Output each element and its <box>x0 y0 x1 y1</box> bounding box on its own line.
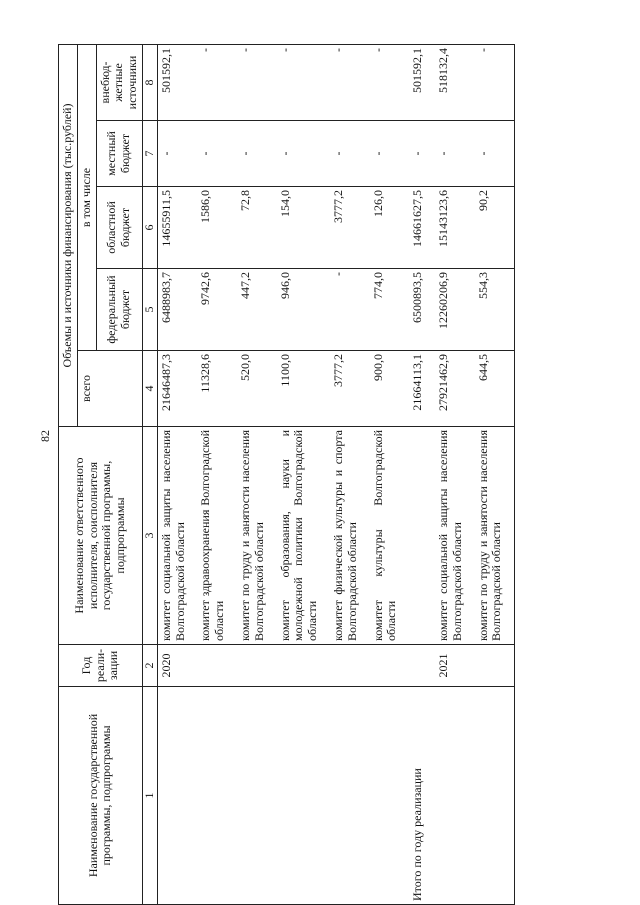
row-program-cell <box>435 687 475 905</box>
row-executor-cell <box>409 427 435 645</box>
row-local-cell: - <box>435 121 475 187</box>
row-total-cell: 11328,6 <box>197 351 237 427</box>
page-number: 82 <box>38 430 52 442</box>
row-offbudget-cell: - <box>330 44 370 120</box>
row-regional-cell: 1586,0 <box>197 187 237 269</box>
row-year-cell: 2020 <box>157 645 197 687</box>
rotated-table-container <box>58 45 618 905</box>
row-offbudget-cell: - <box>370 44 410 120</box>
row-executor-cell: комитет образования, науки и молодежной политики Волгоградской области <box>277 427 330 645</box>
table-row <box>370 44 410 904</box>
row-offbudget-cell: - <box>475 44 515 120</box>
table-row <box>157 44 197 904</box>
row-regional-cell: 90,2 <box>475 187 515 269</box>
row-executor-cell: комитет по труду и занятости населения Волгоградской области <box>237 427 277 645</box>
row-offbudget-cell: 501592,1 <box>409 44 435 120</box>
row-executor-cell: комитет социальной защиты населения Волгоградской области <box>157 427 197 645</box>
row-local-cell: - <box>197 121 237 187</box>
row-year-cell <box>370 645 410 687</box>
table-row <box>197 44 237 904</box>
row-year-cell <box>475 645 515 687</box>
row-program-cell <box>237 687 277 905</box>
row-executor-cell: комитет культуры Волгоградской области <box>370 427 410 645</box>
row-total-cell: 21664113,1 <box>409 351 435 427</box>
column-number: 8 <box>142 44 157 120</box>
header-executor: Наименование ответственного исполнителя, соисполнителя государственной программы, подпрограммы <box>59 427 143 645</box>
row-program-cell: Итого по году реализации <box>409 687 435 905</box>
header-program: Наименование государственной программы, подпрограммы <box>59 687 143 905</box>
row-executor-cell: комитет физической культуры и спорта Волгоградской области <box>330 427 370 645</box>
row-offbudget-cell: - <box>197 44 237 120</box>
table-row <box>330 44 370 904</box>
row-local-cell: - <box>157 121 197 187</box>
row-total-cell: 644,5 <box>475 351 515 427</box>
row-federal-cell: - <box>330 269 370 351</box>
row-regional-cell: 14661627,5 <box>409 187 435 269</box>
row-local-cell: - <box>330 121 370 187</box>
header-offbudget: внебюд-жетные источники <box>96 44 142 120</box>
row-local-cell: - <box>475 121 515 187</box>
row-total-cell: 21646487,3 <box>157 351 197 427</box>
row-year-cell: 2021 <box>435 645 475 687</box>
row-regional-cell: 3777,2 <box>330 187 370 269</box>
table-row <box>475 44 515 904</box>
header-federal: федеральный бюджет <box>96 269 142 351</box>
row-program-cell <box>277 687 330 905</box>
row-total-cell: 3777,2 <box>330 351 370 427</box>
column-number: 2 <box>142 645 157 687</box>
row-regional-cell: 72,8 <box>237 187 277 269</box>
row-year-cell <box>237 645 277 687</box>
row-program-cell <box>330 687 370 905</box>
row-executor-cell: комитет социальной защиты населения Волгоградской области <box>435 427 475 645</box>
row-offbudget-cell: 518132,4 <box>435 44 475 120</box>
row-federal-cell: 6500893,5 <box>409 269 435 351</box>
row-local-cell: - <box>409 121 435 187</box>
row-year-cell <box>277 645 330 687</box>
row-executor-cell: комитет здравоохранения Волгоградской области <box>197 427 237 645</box>
column-number: 7 <box>142 121 157 187</box>
row-regional-cell: 154,0 <box>277 187 330 269</box>
row-total-cell: 520,0 <box>237 351 277 427</box>
table-body <box>157 44 514 904</box>
table-row <box>409 44 435 904</box>
row-executor-cell: комитет по труду и занятости населения Волгоградской области <box>475 427 515 645</box>
row-total-cell: 1100,0 <box>277 351 330 427</box>
financing-table <box>58 44 515 905</box>
header-regional: областной бюджет <box>96 187 142 269</box>
table-row <box>435 44 475 904</box>
header-financing: Объемы и источники финансирования (тыс.рублей) <box>59 44 78 426</box>
row-year-cell <box>330 645 370 687</box>
row-federal-cell: 774,0 <box>370 269 410 351</box>
row-offbudget-cell: - <box>237 44 277 120</box>
row-federal-cell: 6488983,7 <box>157 269 197 351</box>
row-federal-cell: 554,3 <box>475 269 515 351</box>
table-row <box>277 44 330 904</box>
row-regional-cell: 14655911,5 <box>157 187 197 269</box>
column-number: 4 <box>142 351 157 427</box>
column-number: 5 <box>142 269 157 351</box>
row-total-cell: 27921462,9 <box>435 351 475 427</box>
table-row <box>237 44 277 904</box>
row-offbudget-cell: - <box>277 44 330 120</box>
header-year: Год реали-зации <box>59 645 143 687</box>
row-year-cell <box>409 645 435 687</box>
row-federal-cell: 447,2 <box>237 269 277 351</box>
row-local-cell: - <box>277 121 330 187</box>
row-offbudget-cell: 501592,1 <box>157 44 197 120</box>
row-year-cell <box>197 645 237 687</box>
row-regional-cell: 15143123,6 <box>435 187 475 269</box>
header-total: всего <box>77 351 142 427</box>
row-program-cell <box>197 687 237 905</box>
row-total-cell: 900,0 <box>370 351 410 427</box>
header-including: в том числе <box>77 44 96 350</box>
row-program-cell <box>370 687 410 905</box>
row-local-cell: - <box>237 121 277 187</box>
row-federal-cell: 12260206,9 <box>435 269 475 351</box>
column-number: 6 <box>142 187 157 269</box>
column-number: 3 <box>142 427 157 645</box>
row-local-cell: - <box>370 121 410 187</box>
row-federal-cell: 946,0 <box>277 269 330 351</box>
header-local: местный бюджет <box>96 121 142 187</box>
row-program-cell <box>475 687 515 905</box>
row-regional-cell: 126,0 <box>370 187 410 269</box>
column-number: 1 <box>142 687 157 905</box>
column-number-row <box>142 44 157 904</box>
row-federal-cell: 9742,6 <box>197 269 237 351</box>
row-program-cell <box>157 687 197 905</box>
